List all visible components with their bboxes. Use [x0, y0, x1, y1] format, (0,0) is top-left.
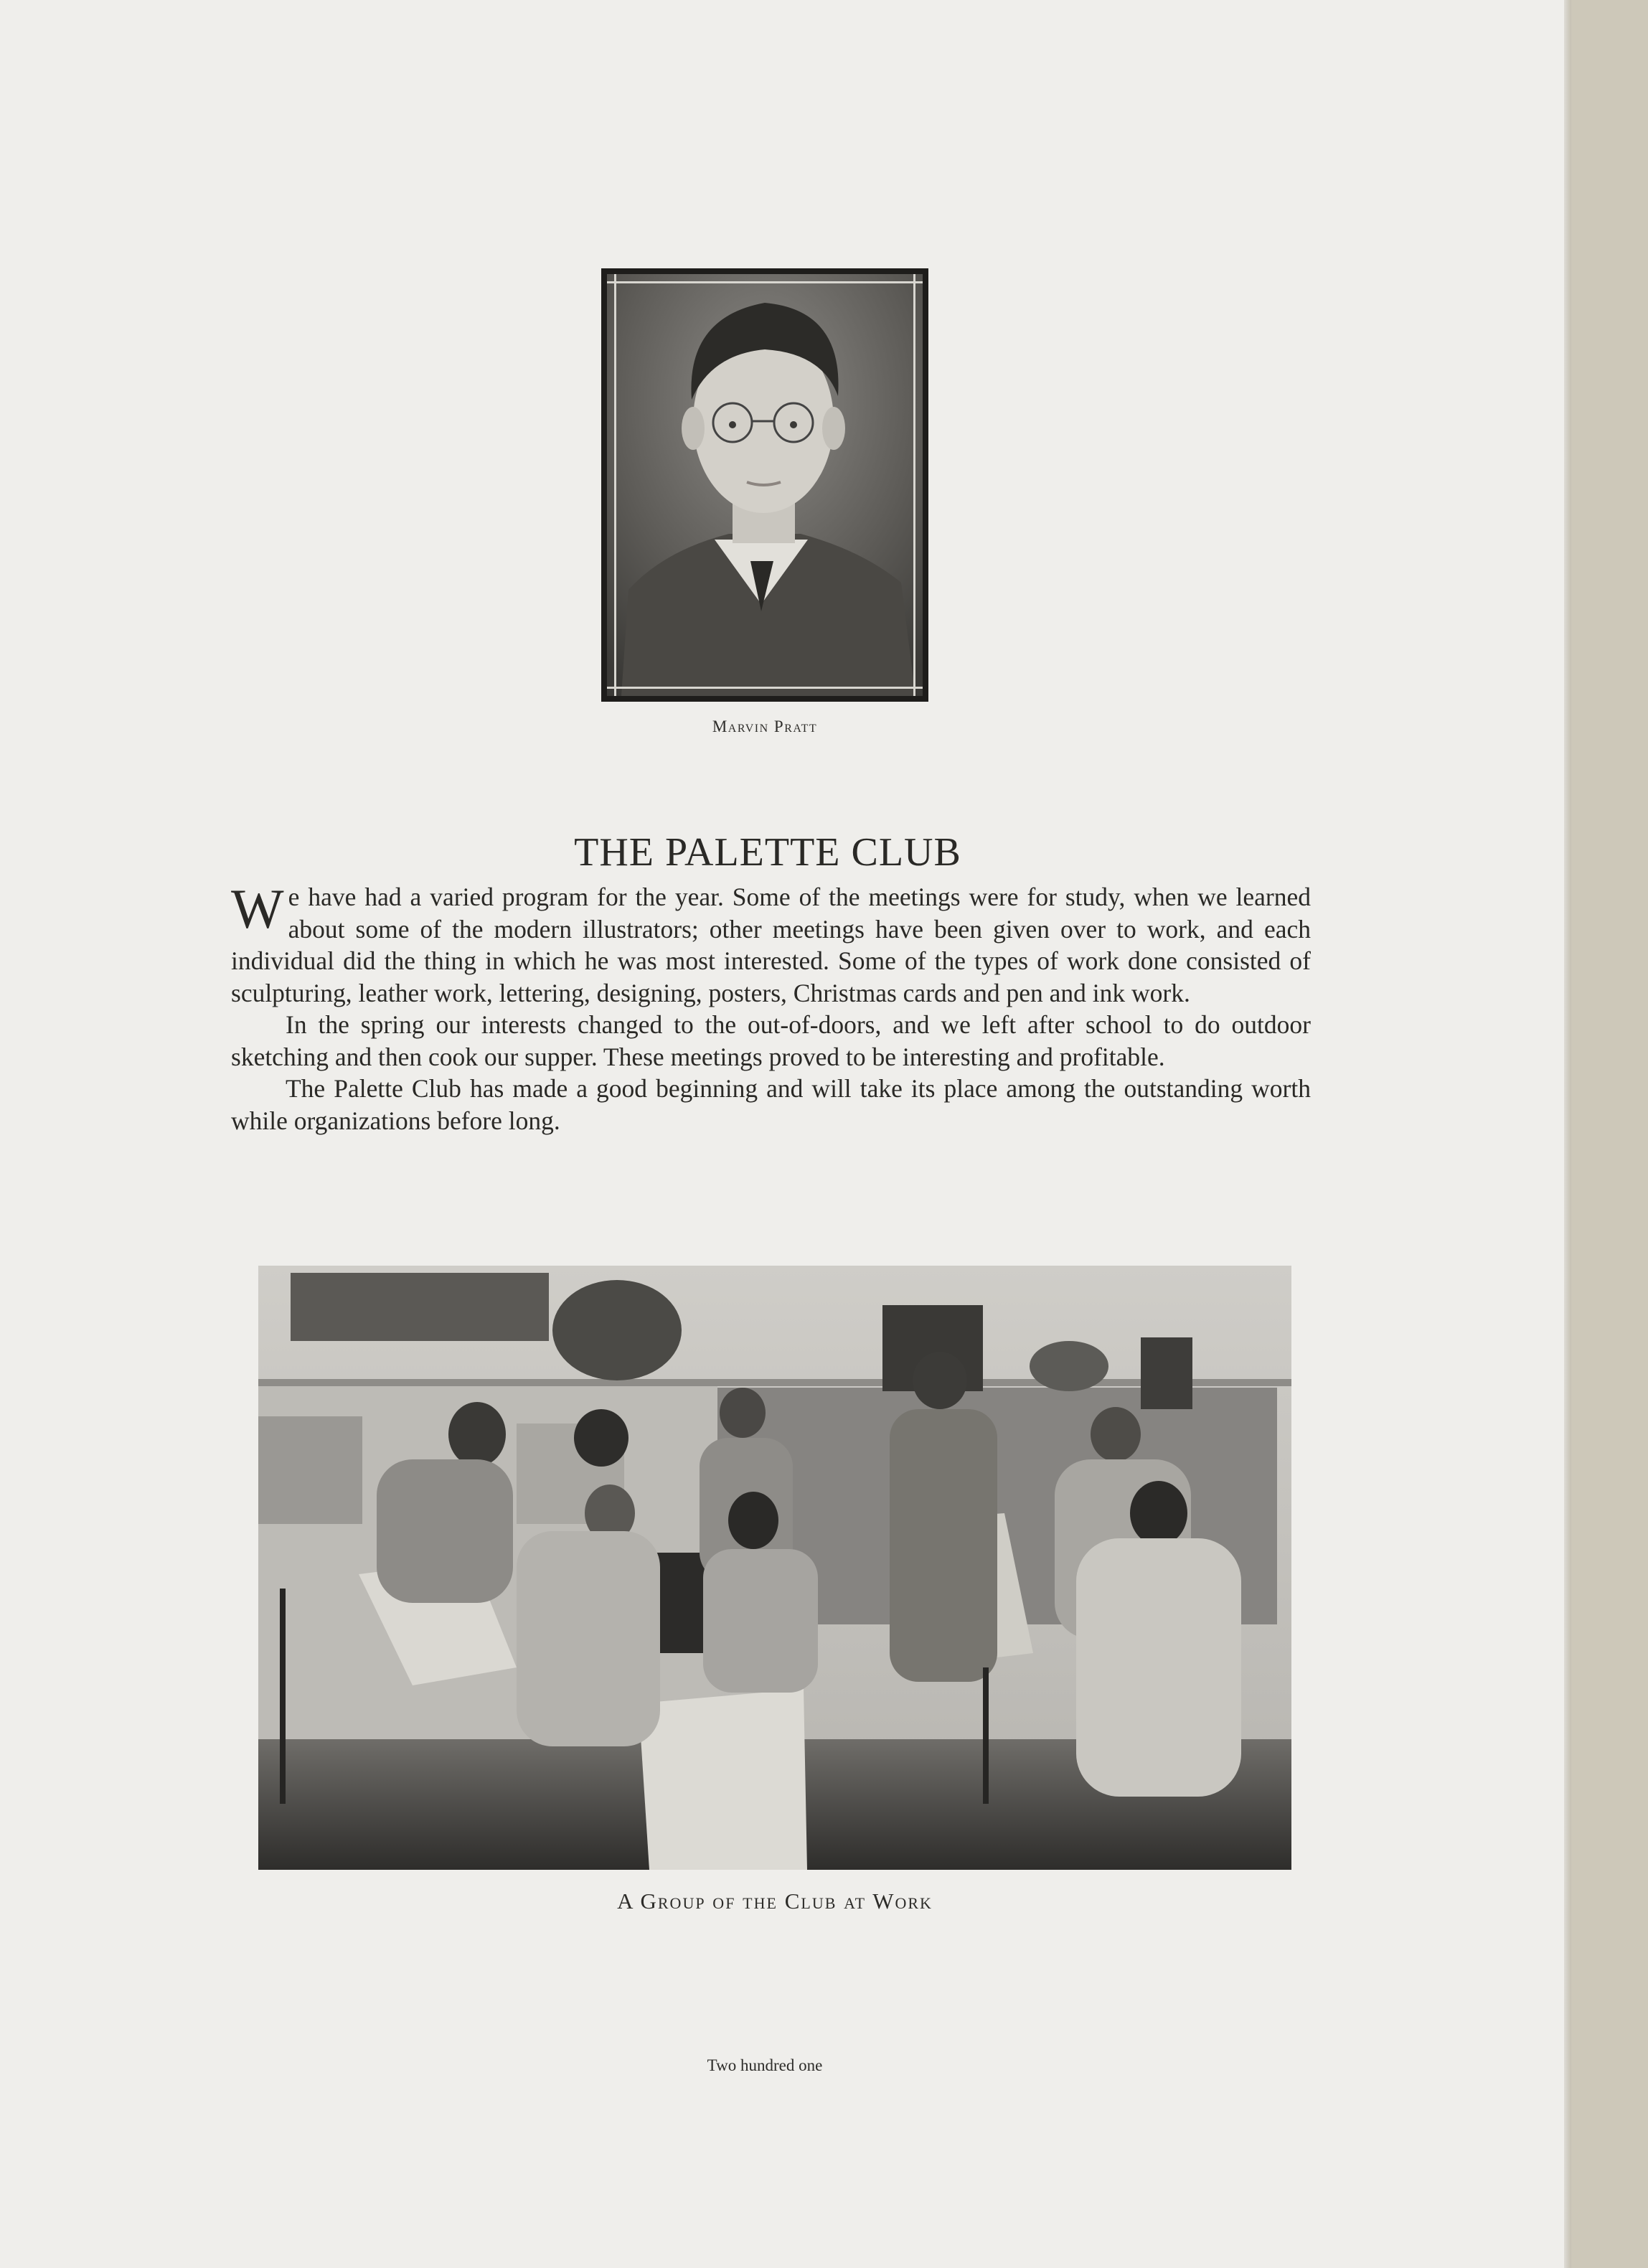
article-body	[231, 877, 1311, 1137]
backing-board	[1571, 0, 1648, 2268]
page-edge	[1564, 0, 1571, 2268]
group-photo	[258, 1266, 1291, 1870]
page-title: THE PALETTE CLUB	[574, 829, 961, 875]
paragraph-2: In the spring our interests changed to the out-of-doors, and we left after school to do outdoor sketching and then cook our supper. These meetings proved to be interesting and profitable.	[231, 1010, 1311, 1071]
portrait-photo	[601, 268, 928, 702]
drop-cap: W	[231, 877, 284, 940]
group-photo-image	[258, 1266, 1291, 1870]
portrait-caption: Marvin Pratt	[712, 717, 818, 735]
page-number: Two hundred one	[707, 2056, 823, 2074]
portrait-image	[607, 274, 923, 696]
paragraph-1-text: e have had a varied program for the year. Some of the meetings were for study, when we learned about some of the modern illustrators; other meetings have been given over to work, and each individual did the thing in which he was most interested. Some of the types of work done consisted of sculpturing, leather work, lettering, designing, posters, Christmas cards and pen and ink work.	[231, 883, 1311, 1007]
paragraph-3: The Palette Club has made a good beginning and will take its place among the outstanding worth while organizations before long.	[231, 1074, 1311, 1135]
group-photo-caption: A Group of the Club at Work	[617, 1888, 933, 1914]
paragraph-1	[231, 877, 1311, 1009]
